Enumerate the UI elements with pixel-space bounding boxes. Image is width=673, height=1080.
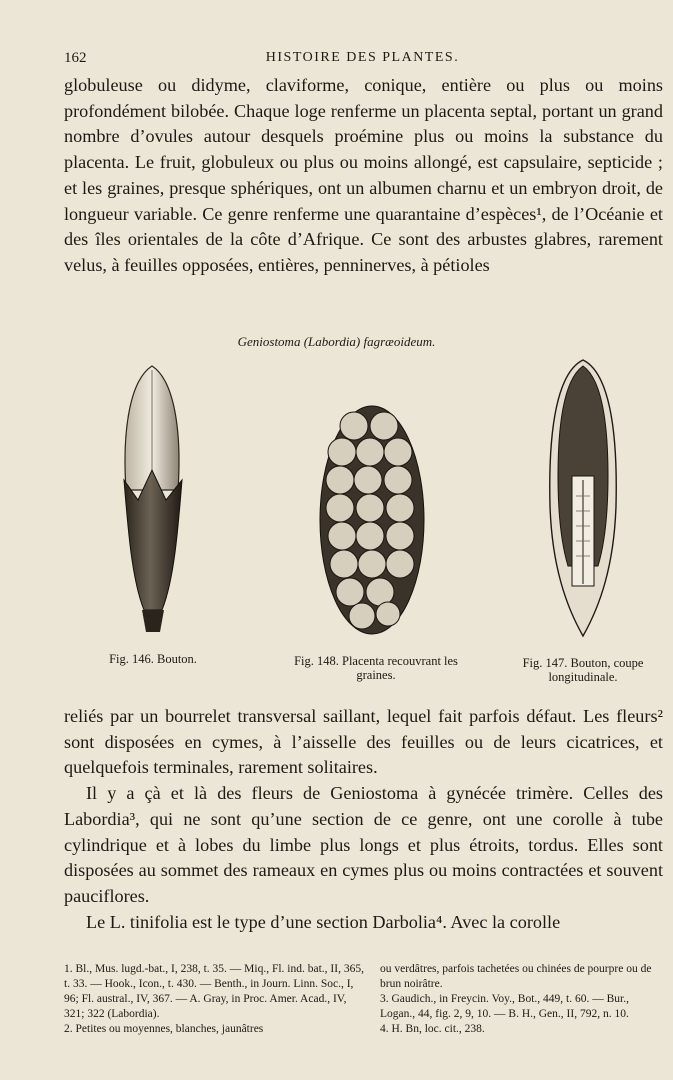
footnote: 4. H. Bn, loc. cit., 238.	[380, 1023, 485, 1035]
paragraph: globuleuse ou didyme, claviforme, conique, entière ou plus ou moins profondément bilobée. Chaque loge renferme un placenta septal, portant un grand nombre d’ovules autour desquels proémine plus ou moins la substance du placenta. Le fruit, globuleux ou plus ou moins allongé, est capsulaire, septicide ; et les graines, presque sphériques, ont un albumen charnu et un embryon droit, de longueur variable. Ce genre renferme une quarantaine d’espèces¹, de l’Océanie et des îles orientales de la côte d’Afrique. Ce sont des arbustes glabres, rarement velus, à feuilles opposées, entières, penninerves, à pétioles	[64, 75, 663, 275]
paragraph: Il y a çà et là des fleurs de Geniostoma à gynécée trimère. Celles des Labordia³, qui ne sont qu’une section de ce genre, ont une corolle à tube cylindrique et à lobes du limbe plus longs et plus étroits, tordus. Elles sont disposées au sommet des rameaux en cymes plus ou moins contractées et souvent pauciflores.	[64, 783, 663, 906]
figure-title: Geniostoma (Labordia) fagræoideum.	[237, 334, 436, 349]
fig-148-caption: Fig. 148. Placenta recouvrant les graines.	[294, 654, 458, 682]
footnote: ou verdâtres, parfois tachetées ou chinées de pourpre ou de brun noirâtre.	[380, 963, 652, 990]
fig-147-caption: Fig. 147. Bouton, coupe longitudinale.	[522, 656, 644, 684]
running-title: HISTOIRE DES PLANTES.	[265, 50, 460, 65]
footnote: 2. Petites ou moyennes, blanches, jaunâtres	[64, 1023, 264, 1035]
paragraph: reliés par un bourrelet transversal saillant, lequel fait parfois défaut. Les fleurs² sont disposées en cymes, à l’aisselle des feuilles ou de leurs cicatrices, et quelquefois terminales, rarement solitaires.	[64, 706, 663, 778]
fig-146-bud-illustration	[108, 360, 198, 640]
fig-148-placenta-illustration	[318, 404, 426, 636]
page-number: 162	[64, 50, 87, 66]
body-text-top	[64, 73, 663, 279]
paragraph: Le L. tinifolia est le type d’une section Darbolia⁴. Avec la corolle	[86, 911, 561, 932]
footnote: 1. Bl., Mus. lugd.-bat., I, 238, t. 35. — Miq., Fl. ind. bat., II, 365, t. 33. — Hook., Icon., t. 430. — Benth., in Journ. Linn. Soc., I, 96; Fl. austral., IV, 367. — A. Gray, in Proc. Amer. Acad., IV, 321; 322 (Labordia).	[64, 963, 364, 1020]
page-header	[64, 50, 661, 70]
body-text-bottom	[64, 704, 663, 935]
fig-146-caption: Fig. 146. Bouton.	[109, 652, 197, 666]
footnote: 3. Gaudich., in Freycin. Voy., Bot., 449, t. 60. — Bur., Logan., 44, fig. 2, 9, 10. — B. H., Gen., II, 792, n. 10.	[380, 993, 629, 1020]
footnotes-right-column	[380, 962, 661, 1037]
footnotes-left-column	[64, 962, 364, 1037]
fig-147-section-illustration	[546, 356, 620, 640]
